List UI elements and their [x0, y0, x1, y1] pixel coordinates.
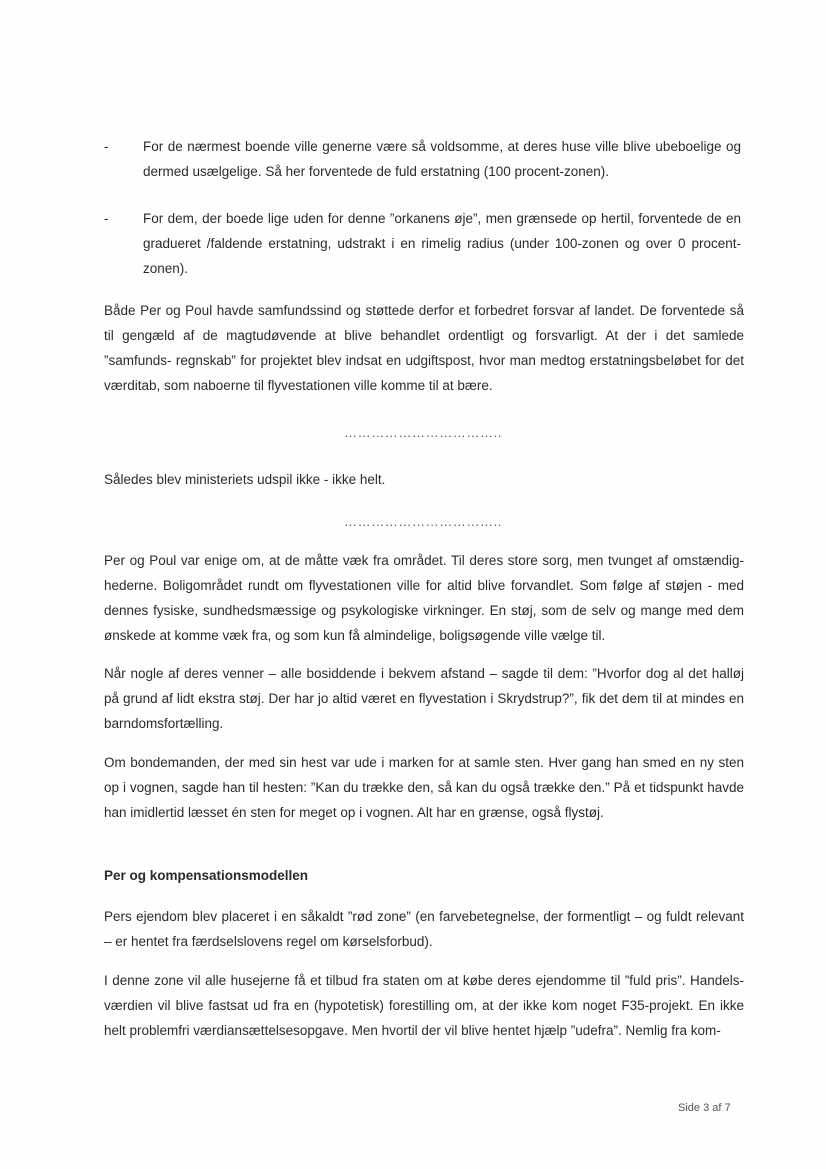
paragraph: Både Per og Poul havde samfundssind og støttede derfor et forbedret forsvar af landet. De forventede så til gengæld af de magtudøvende at blive behandlet ordentligt og forsvarligt. At der i det samlede ”samfunds- regnskab” for projektet blev indsat en udgiftspost, hvor man medtog erstatningsbeløbet for det værditab, som naboerne til flyvestationen ville komme til at bære. [104, 303, 744, 393]
bullet-item-text: For dem, der boede lige uden for denne ”orkanens øje”, men grænsede op hertil, forventede de en gradueret /faldende erstatning, udstrakt i en rimelig radius (under 100-zonen og over 0 procent-zonen). [143, 211, 741, 276]
bullet-marker: - [104, 139, 109, 154]
section-heading: Per og kompensationsmodellen [104, 868, 309, 883]
page-number: Side 3 af 7 [678, 1102, 731, 1114]
bullet-marker: - [104, 211, 109, 226]
paragraph: Således blev ministeriets udspil ikke - ikke helt. [104, 472, 386, 487]
paragraph: I denne zone vil alle husejerne få et tilbud fra staten om at købe deres ejendomme til ”fuld pris”. Handels-værdien vil blive fastsat ud fra en (hypotetisk) forestilling om, at der ikke kom noget F35-projekt. En ikke helt problemfri værdiansættelsesopgave. Men hvortil der vil blive hentet hjælp ”udefra”. Nemlig fra kom- [104, 973, 744, 1038]
paragraph: Pers ejendom blev placeret i en såkaldt ”rød zone” (en farvebetegnelse, der formentligt – og fuldt relevant – er hentet fra færdselslovens regel om kørselsforbud). [104, 909, 744, 949]
paragraph: Når nogle af deres venner – alle bosiddende i bekvem afstand – sagde til dem: ”Hvorfor dog al det halløj på grund af lidt ekstra støj. Der har jo altid været en flyvestation i Skrydstrup?”, fik det dem til at mindes en barndomsfortælling. [104, 666, 744, 731]
paragraph: Om bondemanden, der med sin hest var ude i marken for at samle sten. Hver gang han smed en ny sten op i vognen, sagde han til hesten: ”Kan du trække den, så kan du også trække den.” På et tidspunkt havde han imidlertid læsset én sten for meget op i vognen. Alt har en grænse, også flystøj. [104, 755, 744, 820]
paragraph: Per og Poul var enige om, at de måtte væk fra området. Til deres store sorg, men tvunget af omstændig-hederne. Boligområdet rundt om flyvestationen ville for altid blive forvandlet. Som følge af støjen - med dennes fysiske, sundhedsmæssige og psykologiske virkninger. En støj, som de selv og mange med dem ønskede at komme væk fra, og som kun få almindelige, boligsøgende ville vælge til. [104, 553, 744, 643]
separator-dots: …………………………….. [344, 425, 503, 440]
bullet-item-text: For de nærmest boende ville generne være så voldsomme, at deres huse ville blive ubeboelige og dermed usælgelige. Så her forventede de fuld erstatning (100 procent-zonen). [143, 139, 741, 179]
separator-dots: …………………………….. [344, 514, 503, 529]
